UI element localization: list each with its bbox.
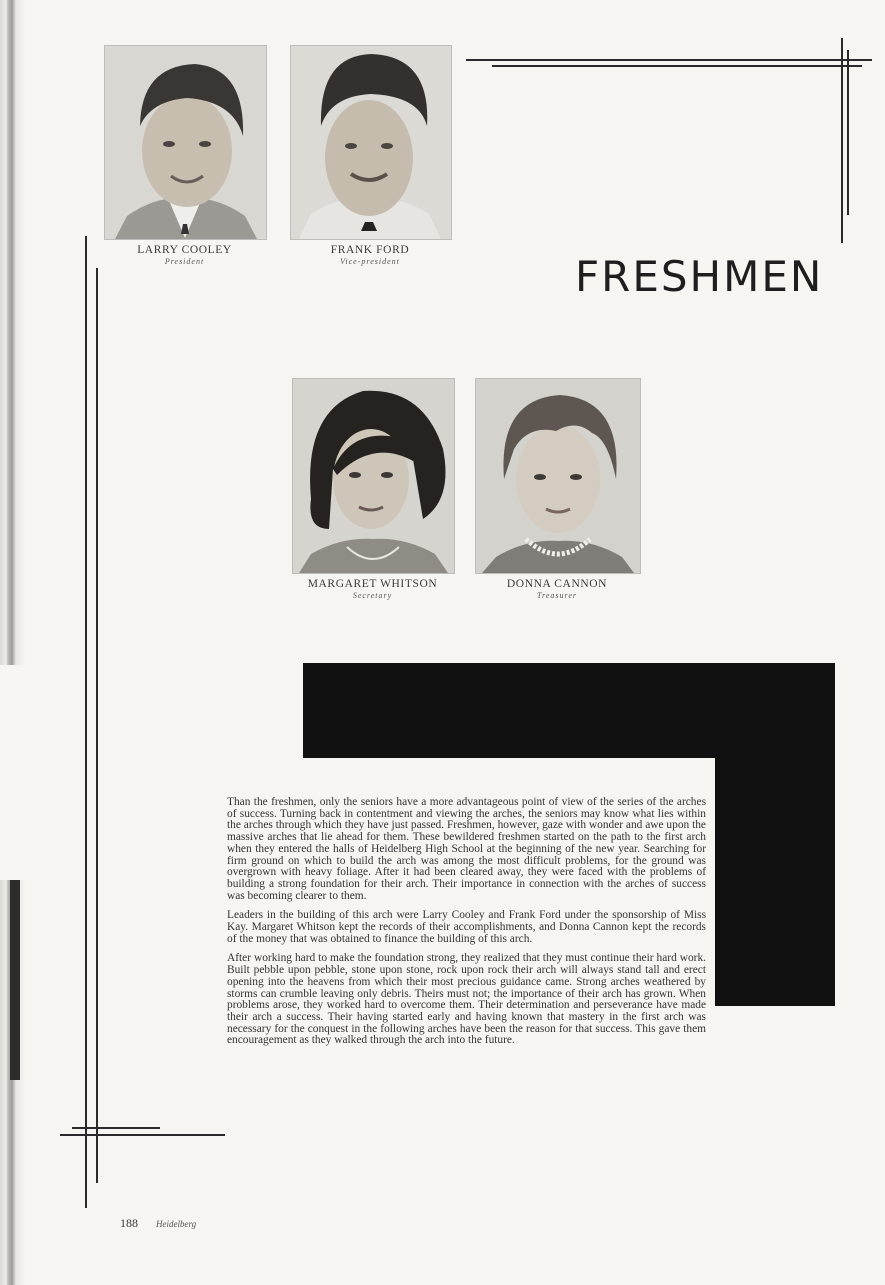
officer-caption-frank-ford (290, 244, 450, 266)
article-body (227, 797, 706, 1055)
page-footer (120, 1214, 196, 1232)
page-binding-shadow (10, 880, 20, 1080)
body-paragraph-1: Than the freshmen, only the seniors have a more advantageous point of view of the series of the arches of success. Turning back in contentment and viewing the arches, the seniors may know what lies within the arches through which they have just passed. Freshmen, however, gaze with wonder and awe upon the massive arches that lie ahead for them. These bewildered freshmen started on the path to the first arch when they entered the halls of Heidelberg High School at the beginning of the new year. Searching for firm ground on which to build the arch was among the most difficult problems, for the ground was overgrown with heavy foliage. After it had been cleared away, they were faced with the problems of building a strong foundation for their arch. Their importance in connection with the arches of success was becoming clearer to them. (227, 796, 706, 902)
left-vertical-rule-inner (96, 268, 98, 1183)
bottom-left-rule (60, 1134, 225, 1136)
officer-name: LARRY COOLEY (137, 244, 232, 256)
page-binding-edge (0, 0, 26, 1285)
officer-role: Secretary (352, 591, 393, 600)
officer-caption-larry-cooley (104, 244, 265, 266)
body-paragraph-3: After working hard to make the foundation strong, they realized that they must continue their hard work. Built pebble upon pebble, stone upon stone, rock upon rock their arch will always stand tall and erect opening into the heavens from which their most precious guidance came. Strong arches weathered by storms can crumble leaving only debris. Theirs must not; the importance of their arch has grown. When problems arose, they worked hard to overcome them. Their determination and perseverance have made their arch a success. Their having started early and having known that mastery in the first arch was necessary for the conquest in the following arches have been the reason for that success. This gave them encouragement as they walked through the arch into the future. (227, 952, 706, 1047)
body-paragraph-2: Leaders in the building of this arch were Larry Cooley and Frank Ford under the sponsorship of Miss Kay. Margaret Whitson kept the records of their accomplishments, and Donna Cannon kept the records of the money that was obtained to finance the building of this arch. (227, 909, 706, 945)
portrait-image (291, 46, 451, 239)
officer-name: MARGARET WHITSON (307, 578, 438, 590)
portrait-image (476, 379, 640, 573)
bottom-left-rule-inner (72, 1127, 160, 1129)
page-binding-gap (0, 665, 26, 880)
portrait-photo-frank-ford (290, 45, 452, 240)
portrait-photo-donna-cannon (475, 378, 641, 574)
portrait-image (105, 46, 266, 239)
portrait-image (293, 379, 454, 573)
officer-name: DONNA CANNON (506, 578, 608, 590)
top-right-rule (466, 59, 872, 61)
page-title: FRESHMEN (575, 252, 824, 301)
portrait-photo-larry-cooley (104, 45, 267, 240)
left-vertical-rule (85, 236, 87, 1208)
top-right-rule-inner (492, 65, 862, 67)
officer-role: Vice-president (340, 257, 400, 266)
black-block-side (715, 663, 835, 1006)
officer-name: FRANK FORD (330, 244, 410, 256)
officer-caption-donna-cannon (475, 578, 639, 600)
portrait-photo-margaret-whitson (292, 378, 455, 574)
publication-name: Heidelberg (156, 1219, 197, 1229)
right-vertical-rule (841, 38, 843, 243)
officer-role: President (164, 257, 205, 266)
page-number: 188 (120, 1216, 138, 1230)
officer-caption-margaret-whitson (292, 578, 453, 600)
officer-role: Treasurer (537, 591, 577, 600)
right-vertical-rule-inner (847, 50, 849, 215)
